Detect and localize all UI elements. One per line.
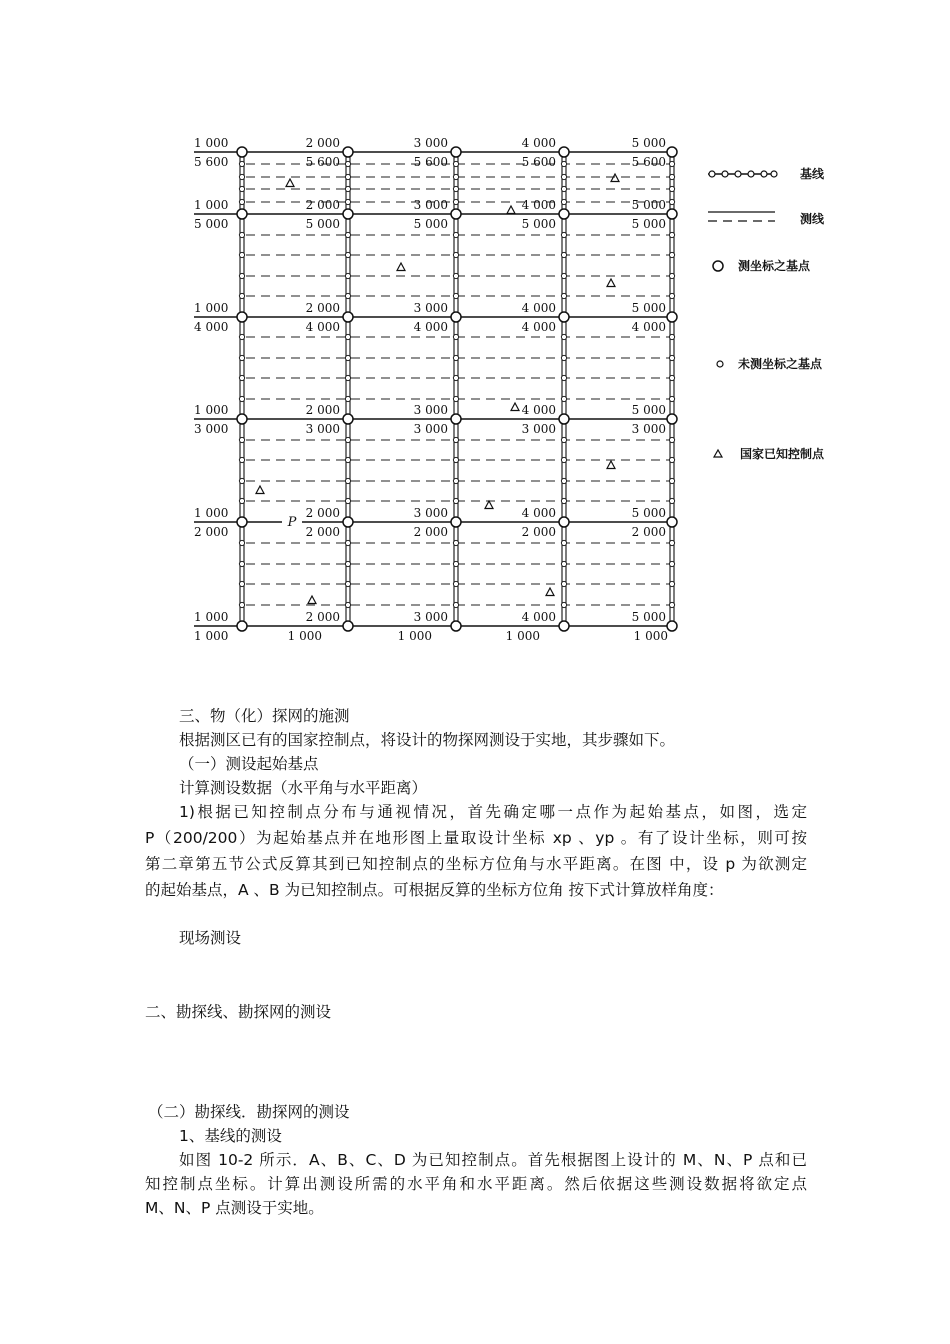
unmeasured-base-point — [239, 561, 244, 566]
coord-label-left-bottom: 5 600 — [194, 155, 229, 169]
measured-base-point — [559, 621, 569, 631]
coord-label-top: 3 000 — [413, 301, 448, 315]
unmeasured-base-point — [561, 375, 566, 380]
unmeasured-base-point — [345, 334, 350, 339]
unmeasured-base-point — [345, 540, 350, 545]
legend-baseline-node — [761, 171, 767, 177]
unmeasured-base-point — [345, 232, 350, 237]
intro-paragraph: 根据测区已有的国家控制点，将设计的物探网测设于实地，其步骤如下。 — [179, 731, 676, 749]
unmeasured-base-point — [561, 396, 566, 401]
unmeasured-base-point — [669, 174, 674, 179]
unmeasured-base-point — [239, 186, 244, 191]
unmeasured-base-point — [453, 273, 458, 278]
measured-base-point — [559, 147, 569, 157]
unmeasured-base-point — [669, 457, 674, 462]
coord-label-top: 4 000 — [521, 198, 556, 212]
measured-base-point — [451, 209, 461, 219]
legend-measured-point-label: 测坐标之基点 — [738, 259, 811, 273]
legend-baseline-node — [735, 171, 741, 177]
control-point-triangle — [511, 403, 519, 411]
measured-base-point — [667, 414, 677, 424]
coord-label-bottom: 3 000 — [521, 422, 556, 436]
paragraph-2-line-1: 如图 10-2 所示．A、B、C、D 为已知控制点。首先根据图上设计的 M、N、P 点和已 — [179, 1151, 807, 1169]
coord-label-left-bottom: 1 000 — [194, 629, 229, 643]
unmeasured-base-point — [453, 375, 458, 380]
coord-label-bottom: 5 600 — [521, 155, 556, 169]
unmeasured-base-point — [453, 540, 458, 545]
paragraph-1-line-1: 1)根据已知控制点分布与通视情况，首先确定哪一点作为起始基点，如图，选定 — [179, 803, 807, 821]
coord-label-bottom: 5 000 — [521, 217, 556, 231]
measured-base-point — [343, 209, 353, 219]
unmeasured-base-point — [239, 199, 244, 204]
measured-base-point — [451, 621, 461, 631]
coord-label-left-top: 1 000 — [194, 610, 229, 624]
control-point-triangle — [397, 263, 405, 271]
calc-heading: 计算测设数据（水平角与水平距离） — [179, 779, 428, 797]
coord-label-bottom: 2 000 — [631, 525, 666, 539]
control-point-triangle — [611, 174, 619, 182]
coord-label-left-bottom: 5 000 — [194, 217, 229, 231]
coord-label-top: 2 000 — [305, 506, 340, 520]
unmeasured-base-point — [239, 273, 244, 278]
unmeasured-base-point — [669, 355, 674, 360]
unmeasured-base-point — [345, 375, 350, 380]
unmeasured-base-point — [453, 334, 458, 339]
unmeasured-base-point — [669, 396, 674, 401]
paragraph-1-line-3: 第二章第五节公式反算其到已知控制点的坐标方位角与水平距离。在图 中，设 p 为欲测定 — [145, 855, 807, 873]
unmeasured-base-point — [669, 273, 674, 278]
coord-label-top: 2 000 — [305, 610, 340, 624]
coord-label-bottom: 5 000 — [631, 217, 666, 231]
coord-label-left-top: 1 000 — [194, 198, 229, 212]
control-point-triangle — [546, 588, 554, 596]
coord-label-top: 5 000 — [631, 301, 666, 315]
unmeasured-base-point — [561, 581, 566, 586]
unmeasured-base-point — [239, 232, 244, 237]
coord-label-top: 5 000 — [631, 610, 666, 624]
coord-label-bottom: 1 000 — [287, 629, 322, 643]
coord-label-bottom: 5 000 — [413, 217, 448, 231]
field-survey-heading: 现场测设 — [179, 929, 242, 947]
unmeasured-base-point — [669, 186, 674, 191]
unmeasured-base-point — [669, 602, 674, 607]
unmeasured-base-point — [453, 232, 458, 237]
survey-grid-diagram — [180, 128, 860, 648]
point-p-label: P — [287, 515, 297, 530]
measured-base-point — [237, 312, 247, 322]
unmeasured-base-point — [453, 581, 458, 586]
paragraph-1-line-2: P（200/200）为起始基点并在地形图上量取设计坐标 xp 、yp 。有了设计坐标，则可按 — [145, 829, 807, 847]
legend-control-point-icon — [714, 450, 722, 457]
unmeasured-base-point — [561, 161, 566, 166]
control-point-triangle — [256, 486, 264, 494]
unmeasured-base-point — [239, 498, 244, 503]
survey-grid-figure — [180, 128, 860, 652]
coord-label-left-top: 1 000 — [194, 506, 229, 520]
unmeasured-base-point — [561, 498, 566, 503]
paragraph-2-line-2: 知控制点坐标。计算出测设所需的水平角和水平距离。然后依据这些测设数据将欲定点 — [145, 1175, 807, 1193]
unmeasured-base-point — [239, 437, 244, 442]
unmeasured-base-point — [453, 161, 458, 166]
coord-label-left-bottom: 2 000 — [194, 525, 229, 539]
unmeasured-base-point — [669, 252, 674, 257]
unmeasured-base-point — [561, 561, 566, 566]
coord-label-top: 4 000 — [521, 136, 556, 150]
unmeasured-base-point — [669, 437, 674, 442]
unmeasured-base-point — [561, 602, 566, 607]
unmeasured-base-point — [453, 174, 458, 179]
paragraph-1-line-4: 的起始基点，A 、B 为已知控制点。可根据反算的坐标方位角 按下式计算放样角度： — [145, 881, 724, 899]
measured-base-point — [667, 209, 677, 219]
unmeasured-base-point — [345, 396, 350, 401]
coord-label-bottom: 2 000 — [413, 525, 448, 539]
unmeasured-base-point — [345, 355, 350, 360]
control-point-triangle — [607, 461, 615, 469]
coord-label-top: 2 000 — [305, 198, 340, 212]
coord-label-bottom: 1 000 — [505, 629, 540, 643]
unmeasured-base-point — [345, 437, 350, 442]
measured-base-point — [237, 517, 247, 527]
unmeasured-base-point — [561, 437, 566, 442]
unmeasured-base-point — [561, 252, 566, 257]
unmeasured-base-point — [453, 437, 458, 442]
legend-unmeasured-point-label: 未测坐标之基点 — [738, 357, 823, 371]
paragraph-2-line-3: M、N、P 点测设于实地。 — [145, 1199, 324, 1217]
unmeasured-base-point — [669, 478, 674, 483]
unmeasured-base-point — [239, 540, 244, 545]
unmeasured-base-point — [345, 161, 350, 166]
unmeasured-base-point — [453, 396, 458, 401]
unmeasured-base-point — [239, 355, 244, 360]
unmeasured-base-point — [345, 293, 350, 298]
unmeasured-base-point — [561, 540, 566, 545]
coord-label-bottom: 3 000 — [631, 422, 666, 436]
unmeasured-base-point — [669, 293, 674, 298]
coord-label-bottom: 3 000 — [413, 422, 448, 436]
unmeasured-base-point — [239, 602, 244, 607]
measured-base-point — [343, 621, 353, 631]
measured-base-point — [667, 312, 677, 322]
unmeasured-base-point — [669, 498, 674, 503]
coord-label-top: 3 000 — [413, 506, 448, 520]
measured-base-point — [343, 517, 353, 527]
unmeasured-base-point — [669, 540, 674, 545]
unmeasured-base-point — [345, 478, 350, 483]
unmeasured-base-point — [669, 232, 674, 237]
measured-base-point — [559, 517, 569, 527]
coord-label-left-bottom: 4 000 — [194, 320, 229, 334]
coord-label-top: 5 000 — [631, 198, 666, 212]
coord-label-bottom: 5 000 — [305, 217, 340, 231]
unmeasured-base-point — [453, 602, 458, 607]
unmeasured-base-point — [345, 581, 350, 586]
coord-label-top: 4 000 — [521, 403, 556, 417]
unmeasured-base-point — [239, 581, 244, 586]
coord-label-top: 5 000 — [631, 136, 666, 150]
coord-label-top: 3 000 — [413, 198, 448, 212]
unmeasured-base-point — [239, 174, 244, 179]
measured-base-point — [237, 147, 247, 157]
measured-base-point — [559, 414, 569, 424]
coord-label-top: 4 000 — [521, 506, 556, 520]
coord-label-top: 2 000 — [305, 301, 340, 315]
unmeasured-base-point — [561, 174, 566, 179]
legend-baseline-node — [709, 171, 715, 177]
unmeasured-base-point — [239, 478, 244, 483]
coord-label-bottom: 2 000 — [305, 525, 340, 539]
unmeasured-base-point — [345, 199, 350, 204]
subheading-start-point: （一）测设起始基点 — [179, 755, 319, 773]
measured-base-point — [667, 517, 677, 527]
coord-label-left-top: 1 000 — [194, 403, 229, 417]
coord-label-bottom: 4 000 — [413, 320, 448, 334]
unmeasured-base-point — [239, 396, 244, 401]
measured-base-point — [451, 517, 461, 527]
coord-label-left-bottom: 3 000 — [194, 422, 229, 436]
legend-baseline-node — [748, 171, 754, 177]
coord-label-bottom: 4 000 — [521, 320, 556, 334]
legend-baseline-node — [722, 171, 728, 177]
unmeasured-base-point — [561, 273, 566, 278]
unmeasured-base-point — [345, 498, 350, 503]
coord-label-top: 3 000 — [413, 610, 448, 624]
measured-base-point — [667, 147, 677, 157]
legend-control-point-label: 国家已知控制点 — [740, 447, 825, 461]
coord-label-top: 3 000 — [413, 136, 448, 150]
coord-label-bottom: 5 600 — [631, 155, 666, 169]
coord-label-left-top: 1 000 — [194, 301, 229, 315]
unmeasured-base-point — [669, 581, 674, 586]
unmeasured-base-point — [453, 252, 458, 257]
coord-label-top: 3 000 — [413, 403, 448, 417]
unmeasured-base-point — [453, 498, 458, 503]
measured-base-point — [559, 312, 569, 322]
unmeasured-base-point — [345, 457, 350, 462]
coord-label-bottom: 2 000 — [521, 525, 556, 539]
measured-base-point — [451, 147, 461, 157]
subheading-exploration-net: （二）勘探线．勘探网的测设 — [148, 1103, 350, 1121]
unmeasured-base-point — [345, 186, 350, 191]
control-point-triangle — [286, 179, 294, 187]
legend-unmeasured-point-icon — [717, 361, 723, 367]
unmeasured-base-point — [669, 561, 674, 566]
coord-label-top: 5 000 — [631, 403, 666, 417]
coord-label-bottom: 4 000 — [305, 320, 340, 334]
measured-base-point — [343, 312, 353, 322]
measured-base-point — [343, 147, 353, 157]
coord-label-bottom: 4 000 — [631, 320, 666, 334]
coord-label-left-top: 1 000 — [194, 136, 229, 150]
unmeasured-base-point — [561, 232, 566, 237]
unmeasured-base-point — [453, 355, 458, 360]
unmeasured-base-point — [561, 186, 566, 191]
unmeasured-base-point — [239, 457, 244, 462]
unmeasured-base-point — [453, 561, 458, 566]
unmeasured-base-point — [453, 199, 458, 204]
measured-base-point — [237, 414, 247, 424]
unmeasured-base-point — [345, 602, 350, 607]
legend-measured-point-icon — [713, 261, 723, 271]
unmeasured-base-point — [345, 174, 350, 179]
unmeasured-base-point — [239, 293, 244, 298]
measured-base-point — [237, 209, 247, 219]
measured-base-point — [451, 312, 461, 322]
coord-label-top: 5 000 — [631, 506, 666, 520]
item-baseline-survey: 1、基线的测设 — [179, 1127, 282, 1145]
unmeasured-base-point — [561, 293, 566, 298]
unmeasured-base-point — [669, 334, 674, 339]
control-point-triangle — [308, 596, 316, 604]
measured-base-point — [343, 414, 353, 424]
measured-base-point — [237, 621, 247, 631]
measured-base-point — [559, 209, 569, 219]
coord-label-bottom: 1 000 — [633, 629, 668, 643]
unmeasured-base-point — [669, 161, 674, 166]
coord-label-top: 4 000 — [521, 610, 556, 624]
unmeasured-base-point — [561, 355, 566, 360]
unmeasured-base-point — [453, 293, 458, 298]
coord-label-bottom: 1 000 — [397, 629, 432, 643]
unmeasured-base-point — [345, 252, 350, 257]
unmeasured-base-point — [345, 561, 350, 566]
unmeasured-base-point — [561, 334, 566, 339]
unmeasured-base-point — [239, 252, 244, 257]
measured-base-point — [667, 621, 677, 631]
unmeasured-base-point — [453, 478, 458, 483]
unmeasured-base-point — [239, 334, 244, 339]
section-heading-3: 三、物（化）探网的施测 — [179, 707, 350, 725]
control-point-triangle — [507, 206, 515, 214]
coord-label-bottom: 5 600 — [305, 155, 340, 169]
coord-label-top: 2 000 — [305, 403, 340, 417]
unmeasured-base-point — [669, 375, 674, 380]
unmeasured-base-point — [561, 478, 566, 483]
unmeasured-base-point — [669, 199, 674, 204]
control-point-triangle — [607, 279, 615, 287]
unmeasured-base-point — [239, 375, 244, 380]
legend-baseline-node — [771, 171, 777, 177]
unmeasured-base-point — [453, 457, 458, 462]
unmeasured-base-point — [345, 273, 350, 278]
legend-baseline-label: 基线 — [800, 167, 825, 181]
coord-label-bottom: 3 000 — [305, 422, 340, 436]
unmeasured-base-point — [239, 161, 244, 166]
coord-label-bottom: 5 600 — [413, 155, 448, 169]
legend-survey-line-label: 测线 — [800, 212, 825, 226]
coord-label-top: 2 000 — [305, 136, 340, 150]
measured-base-point — [451, 414, 461, 424]
section-heading-2: 二、勘探线、勘探网的测设 — [145, 1003, 332, 1021]
unmeasured-base-point — [561, 199, 566, 204]
unmeasured-base-point — [561, 457, 566, 462]
unmeasured-base-point — [453, 186, 458, 191]
control-point-triangle — [485, 501, 493, 509]
coord-label-top: 4 000 — [521, 301, 556, 315]
